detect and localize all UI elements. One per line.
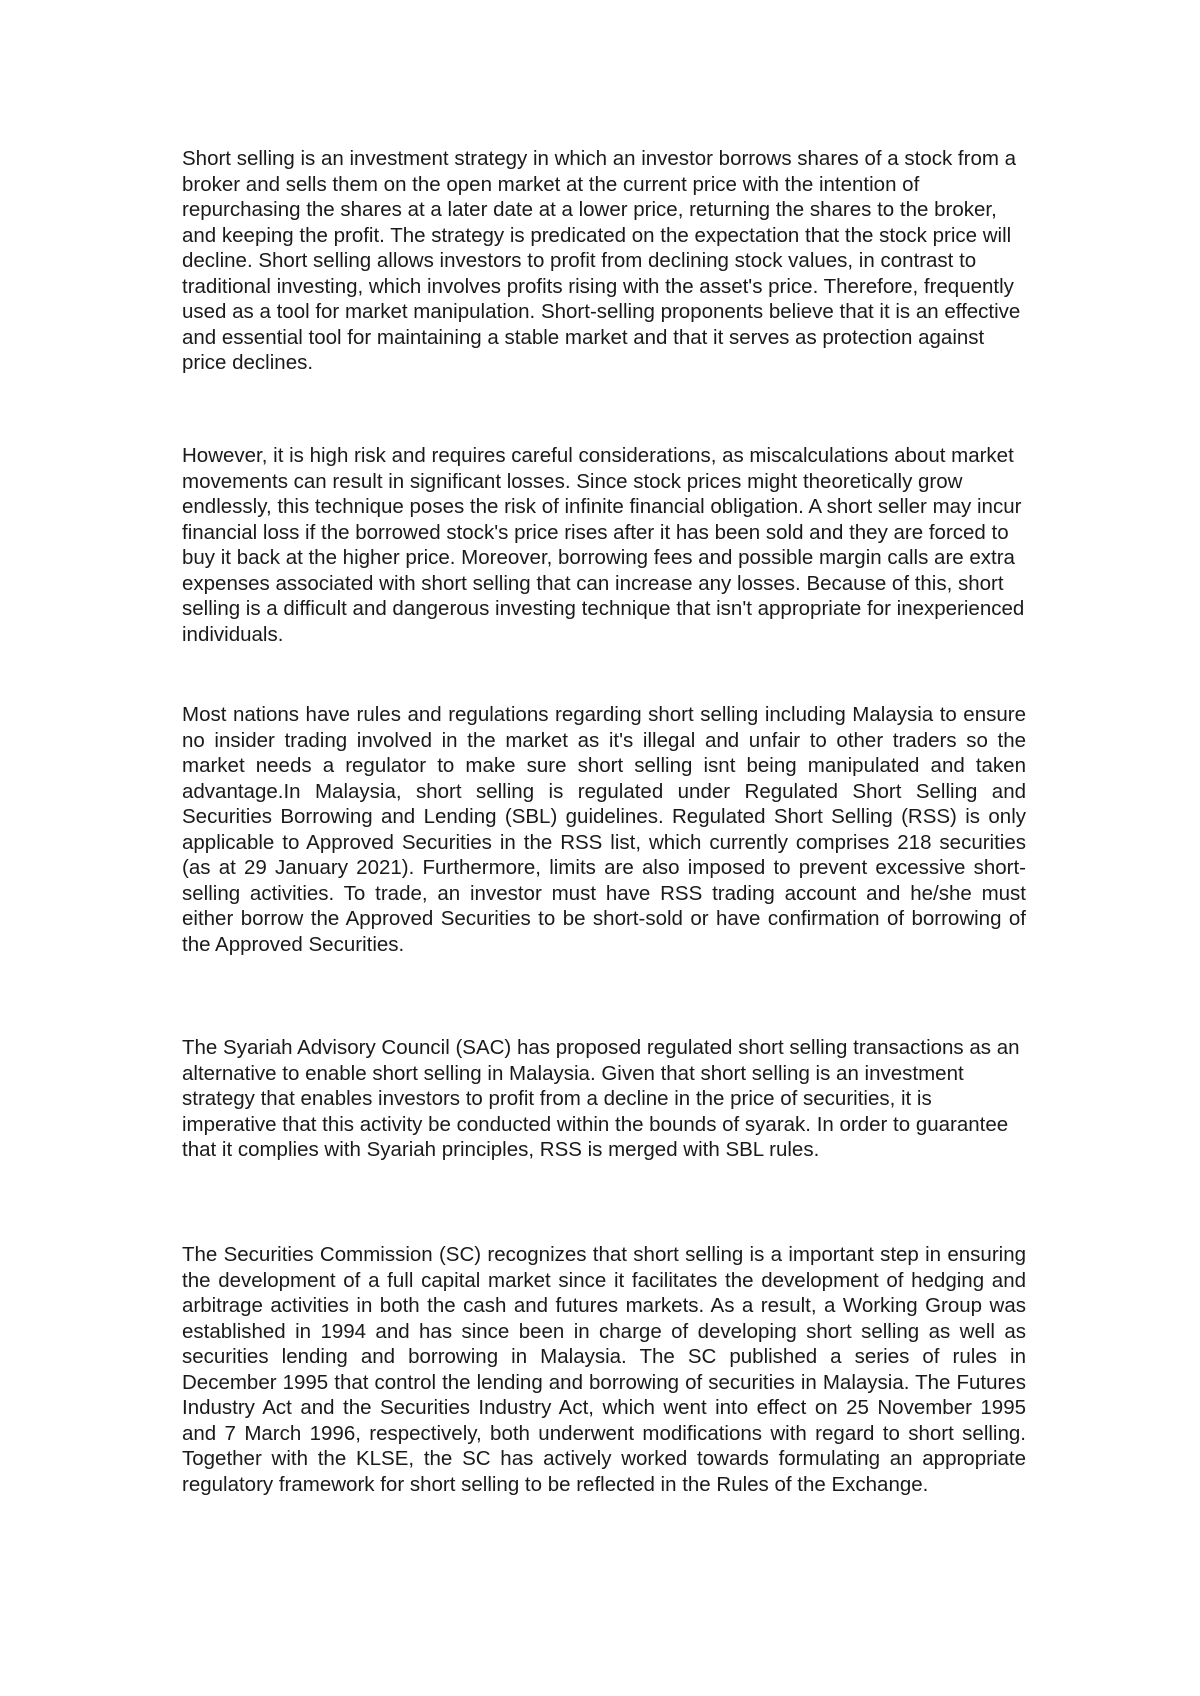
paragraph-syariah-advisory-council: The Syariah Advisory Council (SAC) has proposed regulated short selling transactions as an alternative to enable short selling in Malaysia. Given that short selling is an investment strategy that enables investors to profit from a decline in the price of securities, it is imperative that this activity be conducted within the bounds of syarak. In order to guarantee that it complies with Syariah principles, RSS is merged with SBL rules. xyxy=(182,1036,1020,1161)
paragraph-short-selling-definition: Short selling is an investment strategy in which an investor borrows shares of a stock from a broker and sells them on the open market at the current price with the intention of repurchasing the shares at a later date at a lower price, returning the shares to the broker, and keeping the profit. The strategy is predicated on the expectation that the stock price will decline. Short selling allows investors to profit from declining stock values, in contrast to traditional investing, which involves profits rising with the asset's price. Therefore, frequently used as a tool for market manipulation. Short-selling proponents believe that it is an effective and essential tool for maintaining a stable market and that it serves as protection against price declines. xyxy=(182,147,1021,374)
paragraph-malaysia-regulations: Most nations have rules and regulations regarding short selling including Malaysia to ensure no insider trading involved in the market as it's illegal and unfair to other traders so the market needs a regulator to make sure short selling isnt being manipulated and taken advantage.In Malaysia, short selling is regulated under Regulated Short Selling and Securities Borrowing and Lending (SBL) guidelines. Regulated Short Selling (RSS) is only applicable to Approved Securities in the RSS list, which currently comprises 218 securities (as at 29 January 2021). Furthermore, limits are also imposed to prevent excessive short-selling activities. To trade, an investor must have RSS trading account and he/she must either borrow the Approved Securities to be short-sold or have confirmation of borrowing of the Approved Securities. xyxy=(182,703,1026,956)
paragraph-short-selling-risks: However, it is high risk and requires careful considerations, as miscalculations about market movements can result in significant losses. Since stock prices might theoretically grow endlessly, this technique poses the risk of infinite financial obligation. A short seller may incur financial loss if the borrowed stock's price rises after it has been sold and they are forced to buy it back at the higher price. Moreover, borrowing fees and possible margin calls are extra expenses associated with short selling that can increase any losses. Because of this, short selling is a difficult and dangerous investing technique that isn't appropriate for inexperienced individuals. xyxy=(182,444,1025,646)
paragraph-securities-commission: The Securities Commission (SC) recognizes that short selling is a important step in ensuring the development of a full capital market since it facilitates the development of hedging and arbitrage activities in both the cash and futures markets. As a result, a Working Group was established in 1994 and has since been in charge of developing short selling as well as securities lending and borrowing in Malaysia. The SC published a series of rules in December 1995 that control the lending and borrowing of securities in Malaysia. The Futures Industry Act and the Securities Industry Act, which went into effect on 25 November 1995 and 7 March 1996, respectively, both underwent modifications with regard to short selling. Together with the KLSE, the SC has actively worked towards formulating an appropriate regulatory framework for short selling to be reflected in the Rules of the Exchange. xyxy=(182,1243,1026,1496)
